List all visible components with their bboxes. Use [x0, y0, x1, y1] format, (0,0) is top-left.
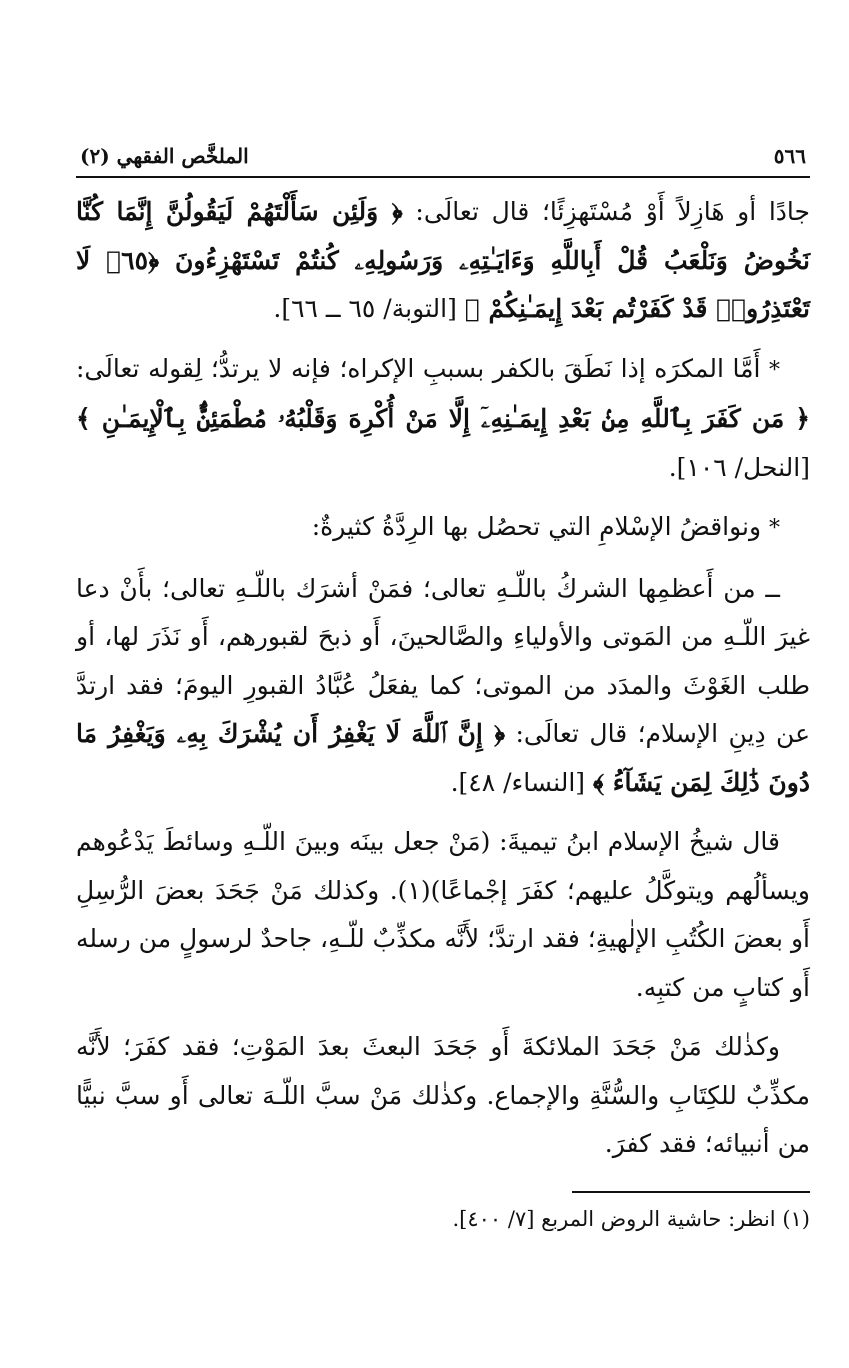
- running-header: [76, 140, 810, 178]
- paragraph-3-text: ونواقضُ الإسْلامِ التي تحصُل بها الرِدَّةُ كثيرةٌ:: [311, 512, 769, 541]
- book-page: [76, 140, 810, 1235]
- footnote-text: انظر: حاشية الروض المربع [٧/ ٤٠٠].: [452, 1206, 783, 1231]
- paragraph-5: [76, 818, 810, 1012]
- paragraph-1: [76, 188, 810, 334]
- paragraph-3: [76, 503, 810, 554]
- quran-verse-nisa: ﴿ إِنَّ ٱللَّهَ لَا يَغْفِرُ أَن يُشْرَكَ بِهِۦ وَيَغْفِرُ مَا دُونَ ذَٰلِكَ لِمَن يَشَآءُ ﴾: [76, 719, 810, 797]
- footnote-marker: (١): [782, 1206, 810, 1231]
- verse-reference: [التوبة/ ٦٥ ــ ٦٦].: [273, 294, 465, 323]
- paragraph-2: [76, 345, 810, 493]
- paragraph-5-text: قال شيخُ الإسلام ابنُ تيميةَ: (مَنْ جعل بينَه وبينَ اللّـهِ وسائطَ يَدْعُوهم ويسألُهم ويتوكَّلُ عليهم؛ كفَرَ إجْماعًا)(١). وكذلك مَنْ جَحَدَ بعضَ الرُّسِلِ أَو بعضَ الكُتُبِ الإلٰهيةِ؛ فقد ارتدَّ؛ لأَنَّه مكذِّبٌ للّـهِ، جاحدٌ لرسولٍ من رسله أَو كتابٍ من كتبِه.: [76, 827, 810, 1002]
- paragraph-4-pre: ــ من أَعظمِها الشركُ باللّـهِ تعالى؛ فمَنْ أشرَك باللّـهِ تعالى؛ بأَنْ دعا غيرَ اللّـهِ من المَوتى والأولياءِ والصَّالحينَ، أَو ذبحَ لقبورهم، أَو نَذَرَ لها، أو طلب الغَوْثَ والمدَد من الموتى؛ كما يفعَلُ عُبَّادُ القبورِ اليومَ؛ فقد ارتدَّ عن دِينِ الإسلام؛ قال تعالَى:: [76, 573, 810, 748]
- bullet-star: *: [769, 357, 780, 383]
- quran-verse-nahl: ﴿ مَن كَفَرَ بِٱللَّهِ مِنۢ بَعْدِ إِيمَـٰنِهِۦٓ إِلَّا مَنْ أُكْرِهَ وَقَلْبُهُۥ مُطْمَئِنٌّۢ بِٱلْإِيمَـٰنِ ﴾: [76, 404, 810, 433]
- footnote-divider: [572, 1191, 810, 1193]
- paragraph-2-pre: أَمَّا المكرَه إذا نَطَقَ بالكفر بسببِ الإكراه؛ فإنه لا يرتدُّ؛ لِقوله تعالَى:: [76, 353, 769, 383]
- quran-verse-tawbah: ﴿ وَلَئِن سَأَلْتَهُمْ لَيَقُولُنَّ إِنَّمَا كُنَّا نَخُوضُ وَنَلْعَبُ قُلْ أَبِاللَّهِ وَءَايَـٰتِهِۦ وَرَسُولِهِۦ كُنتُمْ تَسْتَهْزِءُونَ ﴿٦٥﴾ لَا تَعْتَذِرُوا۟ قَدْ كَفَرْتُم بَعْدَ إِيمَـٰنِكُمْ ﴾: [76, 197, 810, 323]
- verse-reference: [النحل/ ١٠٦].: [668, 452, 810, 482]
- bullet-star: *: [769, 516, 780, 541]
- footnote: [76, 1203, 810, 1235]
- main-text: [76, 188, 810, 1169]
- paragraph-1-pre: جادًا أو هَازِلاً أَوْ مُسْتَهزِئًا؛ قال تعالَى:: [402, 197, 810, 226]
- paragraph-4: [76, 565, 810, 808]
- paragraph-6-text: وكذٰلك مَنْ جَحَدَ الملائكةَ أَو جَحَدَ البعثَ بعدَ المَوْتِ؛ فقد كفَرَ؛ لأَنَّه مكذِّبٌ للكِتَابِ والسُّنَّةِ والإجماع. وكذٰلك مَنْ سبَّ اللّـهَ تعالى أَو سبَّ نبيًّا من أنبيائه؛ فقد كفرَ.: [76, 1032, 810, 1158]
- paragraph-6: [76, 1023, 810, 1169]
- book-title: الملخَّص الفقهي (٢): [80, 144, 249, 168]
- page-number: ٥٦٦: [773, 144, 806, 168]
- verse-reference: [النساء/ ٤٨].: [450, 767, 593, 797]
